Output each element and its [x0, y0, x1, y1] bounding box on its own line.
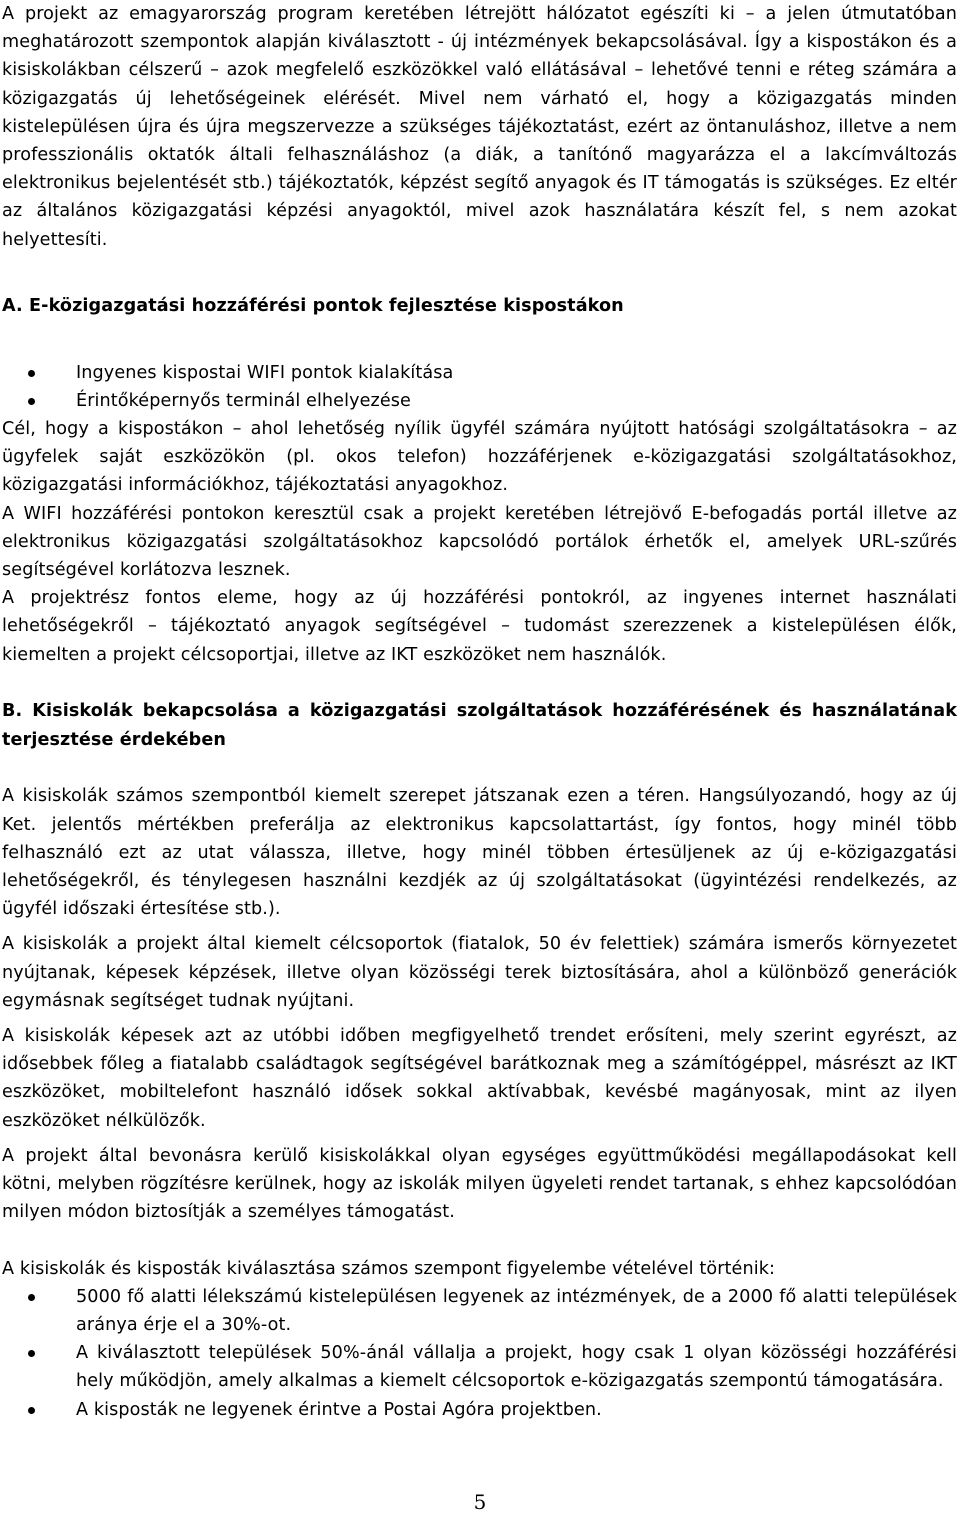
list-item-text: Érintőképernyős terminál elhelyezése — [76, 390, 411, 411]
bullet-icon — [28, 1407, 35, 1414]
list-item-text: Ingyenes kispostai WIFI pontok kialakítása — [76, 362, 454, 383]
section-a-heading: A. E-közigazgatási hozzáférési pontok fejlesztése kispostákon — [2, 295, 624, 316]
section-b-paragraph: A kisiskolák a projekt által kiemelt célcsoportok (fiatalok, 50 év felettiek) számára ismerős környezetet nyújtanak, képesek képzések, illetve olyan közösségi terek biztosítására, ahol a különböző generációk egymásnak segítséget tudnak nyújtani. — [2, 934, 957, 1011]
bullet-icon — [28, 398, 35, 405]
selection-bullet-list — [2, 1283, 957, 1424]
list-item-text: 5000 fő alatti lélekszámú kistelepülésen legyenek az intézmények, de a 2000 fő alatti települések aránya érje el a 30%-ot. — [76, 1286, 957, 1335]
section-b-heading: B. Kisiskolák bekapcsolása a közigazgatási szolgáltatások hozzáférésének és használatának terjesztése érdekében — [2, 700, 957, 750]
list-item — [2, 359, 957, 387]
section-a-paragraph: Cél, hogy a kispostákon – ahol lehetőség nyílik ügyfél számára nyújtott hatósági szolgáltatásokra – az ügyfelek saját eszközökön (pl. okos telefon) hozzáférjenek e-közigazgatási szolgáltatásokhoz, közigazgatási információkhoz, tájékoztatási anyagokhoz. — [2, 419, 957, 496]
intro-paragraph: A projekt az emagyarország program keretében létrejött hálózatot egészíti ki – a jelen útmutatóban meghatározott szempontok alapján kiválasztott - új intézmények bekapcsolásával. Így a kispostákon és a kisiskolákban célszerű – azok megfelelő eszközökkel való ellátásával – lehetővé tenni e réteg számára a közigazgatás új lehetőségeinek elérését. Mivel nem várható el, hogy a közigazgatás minden kistelepülésen újra és újra megszervezze a szükséges tájékoztatást, ezért az öntanuláshoz, illetve a nem professzionális oktatók általi felhasználáshoz (a diák, a tanítónő magyarázza el a lakcímváltozás elektronikus bejelentését stb.) tájékoztatók, képzést segítő anyagok és IT támogatás is szükséges. Ez eltér az általános közigazgatási képzési anyagoktól, mivel azok használatára készít fel, s nem azokat helyettesíti. — [2, 4, 957, 250]
bullet-icon — [28, 370, 35, 377]
list-item — [2, 1396, 957, 1424]
list-item — [2, 1283, 957, 1339]
bullet-icon — [28, 1350, 35, 1357]
page-number: 5 — [473, 1490, 487, 1514]
list-item-text: A kisposták ne legyenek érintve a Postai Agóra projektben. — [76, 1399, 602, 1420]
section-a-paragraph: A projektrész fontos eleme, hogy az új hozzáférési pontokról, az ingyenes internet használati lehetőségekről – tájékoztató anyagok segítségével – tudomást szerezzenek a kistelepülésen élők, kiemelten a projekt célcsoportjai, illetve az IKT eszközöket nem használók. — [2, 588, 957, 665]
section-b-paragraph: A kisiskolák számos szempontból kiemelt szerepet játszanak ezen a téren. Hangsúlyozandó, hogy az új Ket. jelentős mértékben preferálja az elektronikus kapcsolattartást, így fontos, hogy minél több felhasználó ezt az utat válassza, illetve, hogy minél többen értesüljenek az új e-közigazgatási lehetőségekről, és ténylegesen használni kezdjék az új szolgáltatásokat (ügyintézési rendelkezés, az ügyfél időszaki értesítése stb.). — [2, 786, 957, 920]
list-item — [2, 1339, 957, 1395]
list-item-text: A kiválasztott települések 50%-ánál vállalja a projekt, hogy csak 1 olyan közösségi hozzáférési hely működjön, amely alkalmas a kiemelt célcsoportok e-közigazgatás szempontú támogatására. — [76, 1343, 957, 1392]
section-b-paragraph: A kisiskolák képesek azt az utóbbi időben megfigyelhető trendet erősíteni, mely szerint egyrészt, az idősebbek főleg a fiatalabb családtagok segítségével barátkoznak meg a számítógéppel, másrészt az IKT eszközöket, mobiltelefont használó idősek sokkal aktívabbak, kevésbé magányosak, mint az ilyen eszközöket nélkülözők. — [2, 1026, 957, 1131]
section-b-paragraph: A projekt által bevonásra kerülő kisiskolákkal olyan egységes együttműködési megállapodásokat kell kötni, melyben rögzítésre kerülnek, hogy az iskolák milyen ügyeleti rendet tartanak, s ehhez kapcsolódóan milyen módon biztosítják a személyes támogatást. — [2, 1145, 957, 1223]
bullet-icon — [28, 1294, 35, 1301]
list-item — [2, 387, 957, 415]
selection-intro: A kisiskolák és kisposták kiválasztása számos szempont figyelembe vételével történik: — [2, 1258, 776, 1279]
section-a-bullet-list — [2, 359, 957, 415]
section-a-paragraph: A WIFI hozzáférési pontokon keresztül csak a projekt keretében létrejövő E-befogadás portál illetve az elektronikus közigazgatási szolgáltatásokhoz kapcsolódó portálok érhetők el, amelyek URL-szűrés segítségével korlátozva lesznek. — [2, 503, 957, 581]
page-content — [2, 0, 957, 1424]
